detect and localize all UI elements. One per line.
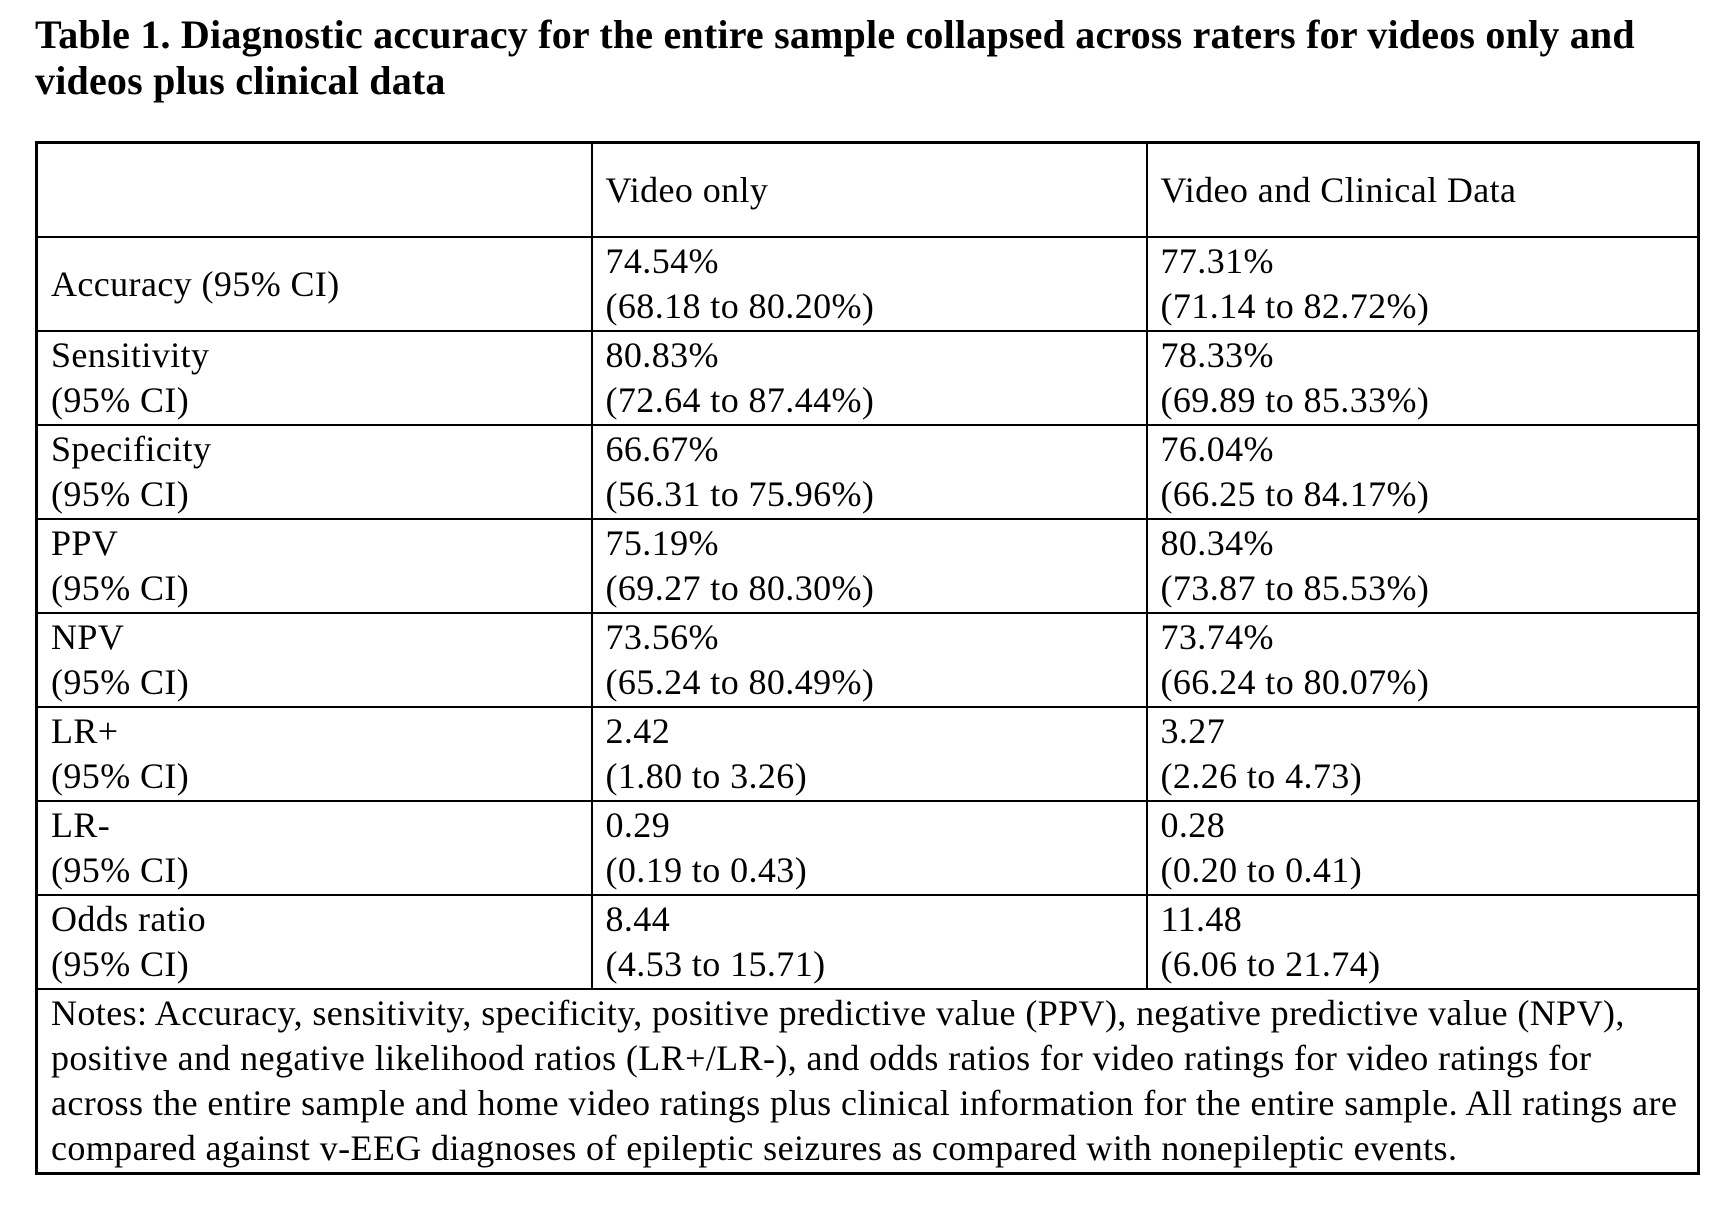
table-row-ppv <box>37 519 1699 613</box>
video-clinical-cell <box>1147 801 1699 895</box>
cell-ci: (69.89 to 85.33%) <box>1160 380 1430 420</box>
cell-ci: (4.53 to 15.71) <box>605 944 826 984</box>
row-label-cell <box>37 237 592 331</box>
table-row-lr-plus <box>37 707 1699 801</box>
table-row-specificity <box>37 425 1699 519</box>
header-metric-cell <box>37 143 592 238</box>
row-label-cell <box>37 707 592 801</box>
row-label-cell <box>37 895 592 989</box>
cell-value: 80.34% <box>1160 523 1274 563</box>
cell-ci: (0.20 to 0.41) <box>1160 850 1363 890</box>
cell-value: 0.28 <box>1160 805 1226 845</box>
table-notes-row <box>37 989 1699 1174</box>
video-clinical-cell <box>1147 895 1699 989</box>
video-clinical-cell <box>1147 331 1699 425</box>
row-label: Odds ratio <box>51 899 206 939</box>
row-label-cell <box>37 331 592 425</box>
cell-ci: (73.87 to 85.53%) <box>1160 568 1430 608</box>
cell-value: 2.42 <box>605 711 671 751</box>
video-only-cell <box>592 237 1147 331</box>
cell-ci: (2.26 to 4.73) <box>1160 756 1363 796</box>
video-clinical-cell <box>1147 519 1699 613</box>
table-row-lr-minus <box>37 801 1699 895</box>
video-only-cell <box>592 519 1147 613</box>
video-clinical-cell <box>1147 707 1699 801</box>
table-row-sensitivity <box>37 331 1699 425</box>
cell-value: 3.27 <box>1160 711 1226 751</box>
row-label-cell <box>37 613 592 707</box>
diagnostic-accuracy-table <box>35 141 1700 1175</box>
row-label: LR+ <box>51 711 119 751</box>
cell-ci: (66.24 to 80.07%) <box>1160 662 1430 702</box>
row-label-ci: (95% CI) <box>51 944 190 984</box>
cell-ci: (65.24 to 80.49%) <box>605 662 875 702</box>
row-label-cell <box>37 425 592 519</box>
cell-value: 74.54% <box>605 241 719 281</box>
row-label: NPV <box>51 617 125 657</box>
row-label-cell <box>37 801 592 895</box>
video-only-cell <box>592 425 1147 519</box>
row-label-ci: (95% CI) <box>51 380 190 420</box>
table-caption: Table 1. Diagnostic accuracy for the entire sample collapsed across raters for videos only and videos plus clinical data <box>35 12 1635 103</box>
video-only-cell <box>592 331 1147 425</box>
video-clinical-cell <box>1147 425 1699 519</box>
cell-value: 66.67% <box>605 429 719 469</box>
row-label-ci: (95% CI) <box>51 756 190 796</box>
cell-ci: (71.14 to 82.72%) <box>1160 286 1430 326</box>
cell-ci: (6.06 to 21.74) <box>1160 944 1381 984</box>
header-video-only: Video only <box>592 143 1147 238</box>
row-label: Specificity <box>51 429 212 469</box>
cell-value: 8.44 <box>605 899 671 939</box>
cell-ci: (0.19 to 0.43) <box>605 850 808 890</box>
cell-value: 78.33% <box>1160 335 1274 375</box>
row-label: LR- <box>51 805 111 845</box>
table-row-accuracy <box>37 237 1699 331</box>
cell-value: 11.48 <box>1160 899 1243 939</box>
row-label-ci: (95% CI) <box>51 474 190 514</box>
video-only-cell <box>592 801 1147 895</box>
cell-value: 75.19% <box>605 523 719 563</box>
cell-ci: (72.64 to 87.44%) <box>605 380 875 420</box>
row-label: Accuracy (95% CI) <box>51 263 340 304</box>
row-label-ci: (95% CI) <box>51 662 190 702</box>
table-notes: Notes: Accuracy, sensitivity, specificity, positive predictive value (PPV), negative predictive value (NPV), positive and negative likelihood ratios (LR+/LR-), and odds ratios for video ratings for video ratings for across the entire sample and home video ratings plus clinical information for the entire sample. All ratings are compared against v-EEG diagnoses of epileptic seizures as compared with nonepileptic events. <box>37 989 1699 1174</box>
cell-value: 73.56% <box>605 617 719 657</box>
cell-value: 76.04% <box>1160 429 1274 469</box>
row-label: Sensitivity <box>51 335 210 375</box>
cell-ci: (1.80 to 3.26) <box>605 756 808 796</box>
table-row-npv <box>37 613 1699 707</box>
video-clinical-cell <box>1147 237 1699 331</box>
cell-ci: (66.25 to 84.17%) <box>1160 474 1430 514</box>
row-label: PPV <box>51 523 119 563</box>
table-header-row <box>37 143 1699 238</box>
video-only-cell <box>592 707 1147 801</box>
video-only-cell <box>592 613 1147 707</box>
cell-value: 80.83% <box>605 335 719 375</box>
table-row-odds-ratio <box>37 895 1699 989</box>
video-only-cell <box>592 895 1147 989</box>
row-label-cell <box>37 519 592 613</box>
row-label-ci: (95% CI) <box>51 850 190 890</box>
cell-value: 0.29 <box>605 805 671 845</box>
cell-value: 73.74% <box>1160 617 1274 657</box>
cell-ci: (68.18 to 80.20%) <box>605 286 875 326</box>
video-clinical-cell <box>1147 613 1699 707</box>
row-label-ci: (95% CI) <box>51 568 190 608</box>
cell-ci: (69.27 to 80.30%) <box>605 568 875 608</box>
header-video-clinical: Video and Clinical Data <box>1147 143 1699 238</box>
cell-ci: (56.31 to 75.96%) <box>605 474 875 514</box>
cell-value: 77.31% <box>1160 241 1274 281</box>
